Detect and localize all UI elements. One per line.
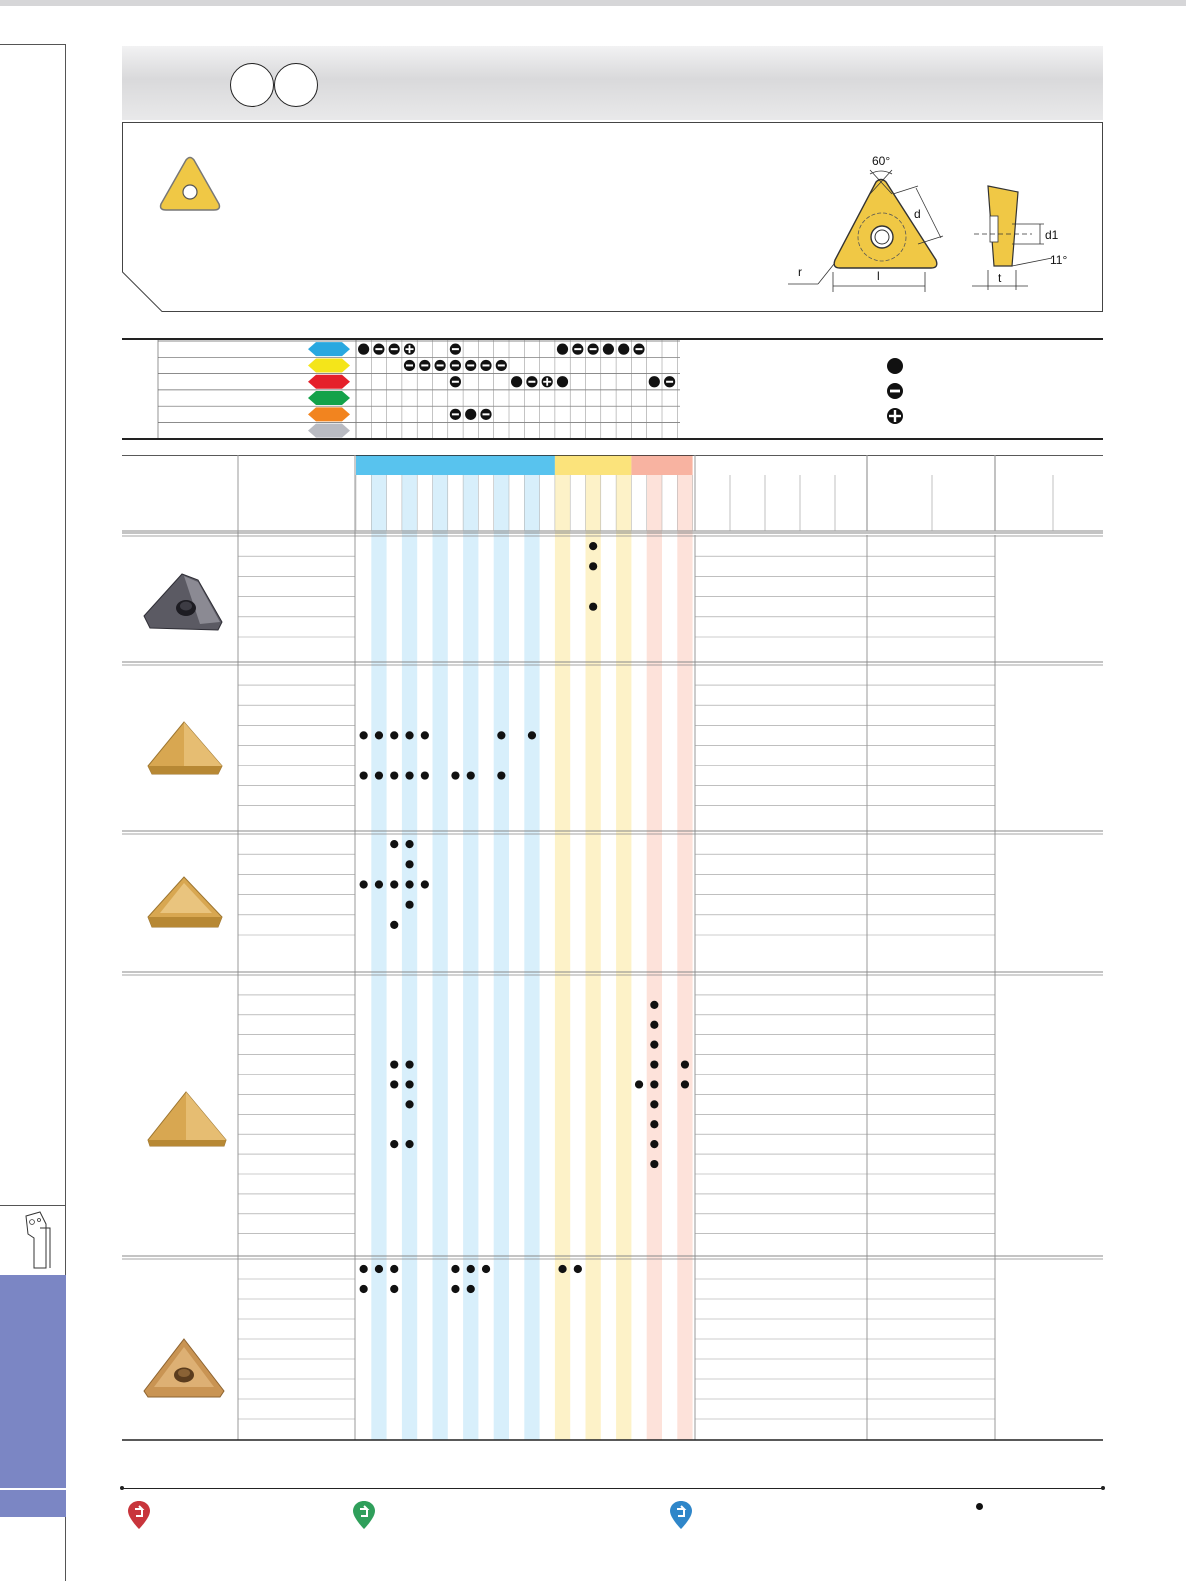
insert-dimension-drawing — [788, 152, 958, 297]
grade-dot — [497, 731, 505, 739]
tool-holder-icon — [22, 1210, 56, 1276]
grade-dot — [681, 1080, 689, 1088]
label-angle: 60° — [872, 154, 891, 168]
legend-mark — [465, 409, 476, 420]
material-tag-5 — [308, 407, 350, 421]
legend-mark-gap — [391, 348, 398, 350]
material-tag-2 — [308, 358, 350, 372]
grade-dot — [589, 603, 597, 611]
top-bar — [0, 0, 1186, 6]
grade-dot — [390, 1060, 398, 1068]
legend-mark-gap — [498, 364, 505, 366]
header-band — [122, 46, 1103, 120]
legend-mark-gap — [421, 364, 428, 366]
group-head-p — [356, 455, 555, 475]
grade-dot — [405, 880, 413, 888]
application-legend-table — [122, 340, 1103, 438]
grade-dot — [650, 1041, 658, 1049]
legend-first-choice-icon — [886, 357, 904, 375]
legend-mark-gap — [483, 364, 490, 366]
label-clearance: 11° — [1050, 253, 1068, 267]
grade-dot — [405, 1140, 413, 1148]
legend-mark — [358, 344, 369, 355]
legend-mark-gap — [452, 413, 459, 415]
product-image-1 — [140, 566, 230, 636]
material-tag-1 — [308, 342, 350, 356]
legend-mark-gap — [375, 348, 382, 350]
grade-dot — [650, 1021, 658, 1029]
grade-dot — [390, 731, 398, 739]
legend-table-bottom-rule — [122, 438, 1103, 440]
grade-dot — [650, 1120, 658, 1128]
green-marker-icon — [352, 1500, 376, 1530]
grade-dot — [405, 731, 413, 739]
legend-mark-gap — [528, 381, 535, 383]
grade-dot — [421, 880, 429, 888]
grade-dot — [650, 1100, 658, 1108]
grade-dot — [467, 1285, 475, 1293]
grade-dot — [405, 860, 413, 868]
grade-dot — [482, 1265, 490, 1273]
grade-dot — [421, 771, 429, 779]
label-l: l — [877, 269, 880, 283]
grade-dot — [650, 1140, 658, 1148]
grade-col-stripe — [647, 475, 662, 1440]
material-tag-6 — [308, 424, 350, 438]
legend-mark-gap — [467, 364, 474, 366]
group-head-k — [631, 455, 692, 475]
product-grade-grid — [122, 455, 1103, 1455]
label-d1: d1 — [1045, 228, 1059, 242]
legend-mark-gap — [409, 345, 411, 353]
legend-mark — [618, 344, 629, 355]
grade-dot — [390, 1285, 398, 1293]
grade-dot — [375, 731, 383, 739]
legend-mark-gap — [452, 364, 459, 366]
grade-dot — [375, 1265, 383, 1273]
badge-circle-right — [274, 63, 318, 107]
grade-dot — [375, 771, 383, 779]
legend-mark — [511, 376, 522, 387]
badge-circle-left — [230, 63, 274, 107]
grade-dot — [635, 1080, 643, 1088]
product-image-4 — [140, 1088, 236, 1158]
legend-mark — [603, 344, 614, 355]
grade-dot — [650, 1160, 658, 1168]
grade-dot — [390, 1265, 398, 1273]
grade-col-stripe — [463, 475, 478, 1440]
legend-mark-gap — [636, 348, 643, 350]
grade-dot — [405, 1060, 413, 1068]
grade-dot — [360, 880, 368, 888]
material-tag-3 — [308, 375, 350, 389]
grade-col-stripe — [433, 475, 448, 1440]
grade-dot — [390, 880, 398, 888]
grade-dot — [405, 771, 413, 779]
grade-dot — [405, 1080, 413, 1088]
grade-dot — [574, 1265, 582, 1273]
group-head-m — [555, 455, 632, 475]
insert-side-view-drawing — [972, 182, 1082, 297]
legend-third-choice-icon — [886, 407, 904, 425]
grade-dot — [360, 1285, 368, 1293]
grade-dot — [360, 771, 368, 779]
grade-dot — [390, 840, 398, 848]
grade-col-stripe — [616, 475, 631, 1440]
grade-col-stripe — [677, 475, 692, 1440]
label-d: d — [914, 207, 921, 221]
grade-dot — [390, 1080, 398, 1088]
grade-dot — [528, 731, 536, 739]
grade-dot — [589, 562, 597, 570]
legend-mark-gap — [546, 378, 548, 386]
grade-dot — [497, 771, 505, 779]
grade-dot — [451, 771, 459, 779]
grade-dot — [650, 1060, 658, 1068]
grade-dot — [360, 731, 368, 739]
legend-second-choice-icon — [886, 382, 904, 400]
product-image-2 — [140, 718, 230, 783]
section-tab-divider — [0, 1488, 66, 1490]
footer-rule-left-end — [120, 1486, 124, 1490]
grade-col-stripe — [402, 475, 417, 1440]
grade-dot — [390, 1140, 398, 1148]
grade-dot — [467, 1265, 475, 1273]
grade-col-stripe — [586, 475, 601, 1440]
grade-dot — [681, 1060, 689, 1068]
triangle-insert-icon — [158, 156, 222, 214]
grade-dot — [451, 1285, 459, 1293]
grade-dot — [405, 840, 413, 848]
legend-mark-gap — [483, 413, 490, 415]
grade-col-stripe — [555, 475, 570, 1440]
grade-col-stripe — [524, 475, 539, 1440]
product-image-5 — [140, 1335, 230, 1405]
legend-mark — [557, 344, 568, 355]
legend-mark-gap — [452, 381, 459, 383]
grade-dot — [451, 1265, 459, 1273]
legend-mark — [649, 376, 660, 387]
footer-rule-right-end — [1101, 1486, 1105, 1490]
section-tab[interactable] — [0, 1275, 66, 1517]
grade-dot — [467, 771, 475, 779]
legend-mark-gap — [437, 364, 444, 366]
legend-mark-gap — [452, 348, 459, 350]
grade-dot — [589, 542, 597, 550]
grade-dot — [360, 1265, 368, 1273]
legend-mark-gap — [406, 364, 413, 366]
product-image-3 — [140, 873, 230, 938]
grade-dot — [375, 880, 383, 888]
side-frame — [0, 44, 66, 1206]
footer-bullet — [976, 1503, 983, 1510]
label-t: t — [998, 271, 1002, 285]
grade-dot — [650, 1001, 658, 1009]
grade-dot — [390, 771, 398, 779]
grade-col-stripe — [494, 475, 509, 1440]
grade-dot — [558, 1265, 566, 1273]
grade-dot — [405, 901, 413, 909]
grade-dot — [390, 921, 398, 929]
grade-dot — [405, 1100, 413, 1108]
footer-rule — [122, 1488, 1103, 1489]
red-marker-icon — [127, 1500, 151, 1530]
grade-dot — [421, 731, 429, 739]
label-r: r — [798, 265, 802, 279]
legend-mark-gap — [590, 348, 597, 350]
blue-marker-icon — [669, 1500, 693, 1530]
material-tag-4 — [308, 391, 350, 405]
grade-col-stripe — [371, 475, 386, 1440]
legend-mark — [557, 376, 568, 387]
legend-mark-gap — [574, 348, 581, 350]
legend-mark-gap — [666, 381, 673, 383]
grade-dot — [650, 1080, 658, 1088]
